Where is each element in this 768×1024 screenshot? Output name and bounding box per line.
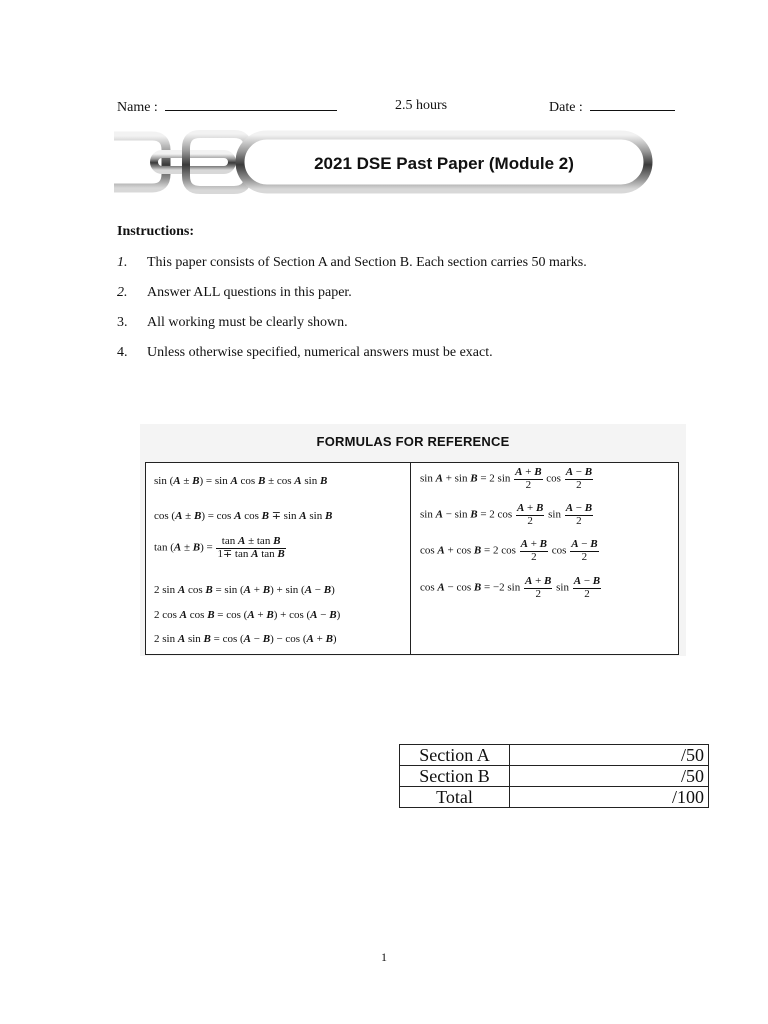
formula-right-4: cos A − cos B = −2 sin $\frac{A + B}{2}$ sin $\frac{A - B}{2}$ [420,575,601,600]
chain-banner [114,130,654,194]
formula-right-1: sin A + sin B = 2 sin $\frac{A + B}{2}$ cos $\frac{A - B}{2}$ [420,466,593,491]
formulas-reference [140,424,686,656]
formula-left-1: sin (A ± B) = sin A cos B ± cos A sin B [154,475,328,487]
score-label: Total [400,787,510,808]
formulas-divider [410,463,411,654]
score-table [399,744,709,808]
banner-title: 2021 DSE Past Paper (Module 2) [314,154,574,173]
formulas-table [145,462,679,655]
formula-left-5: 2 cos A cos B = cos (A + B) + cos (A − B) [154,609,341,621]
date-label: Date : [549,100,583,115]
chain-links-icon [114,134,248,190]
name-field [117,98,337,116]
score-label: Section B [400,766,510,787]
date-blank [590,98,675,111]
score-value: /50 [510,766,709,787]
formula-left-4: 2 sin A cos B = sin (A + B) + sin (A − B) [154,584,335,596]
date-field [549,98,675,116]
score-row [400,787,709,808]
formulas-title: FORMULAS FOR REFERENCE [316,434,510,449]
formula-left-2: cos (A ± B) = cos A cos B ∓ sin A sin B [154,510,333,522]
instruction-item: 1. This paper consists of Section A and Section B. Each section carries 50 marks. [117,255,587,270]
duration-text: 2.5 hours [395,98,448,113]
formula-left-3: tan (A ± B) = $\frac{\text{tan A ± tan B}}{\text{1∓ tan A tan B}}$ [154,535,285,560]
page-number: 1 [381,950,387,964]
instruction-item: 4. Unless otherwise specified, numerical answers must be exact. [117,345,493,360]
name-blank [165,98,337,111]
score-label: Section A [400,745,510,766]
score-value: /50 [510,745,709,766]
instructions-title: Instructions: [117,224,195,239]
score-row [400,766,709,787]
score-row [400,745,709,766]
formula-right-3: cos A + cos B = 2 cos $\frac{A + B}{2}$ cos $\frac{A - B}{2}$ [420,538,598,563]
instruction-item: 2. Answer ALL questions in this paper. [117,285,352,300]
formula-left-6: 2 sin A sin B = cos (A − B) − cos (A + B) [154,633,337,645]
instruction-item: 3. All working must be clearly shown. [117,315,348,330]
score-value: /100 [510,787,709,808]
formula-right-2: sin A − sin B = 2 cos $\frac{A + B}{2}$ sin $\frac{A - B}{2}$ [420,502,593,527]
name-label: Name : [117,100,158,115]
